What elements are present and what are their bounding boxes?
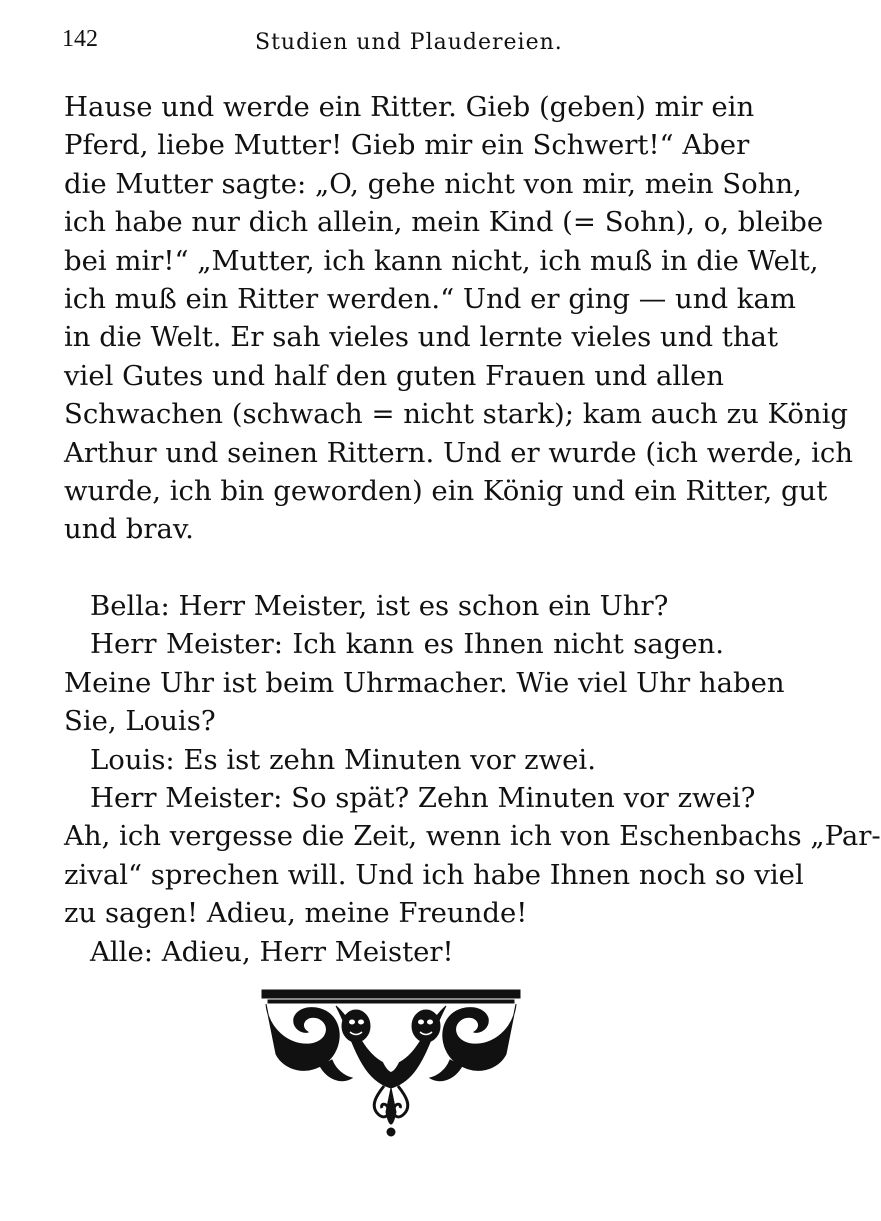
baroque-tailpiece-ornament-icon	[258, 988, 524, 1138]
text-line: viel Gutes und half den guten Frauen und allen	[64, 359, 724, 392]
dialogue-turn-louis	[64, 741, 724, 779]
dialogue-line: Sie, Louis?	[64, 705, 216, 738]
text-line: wurde, ich bin geworden) ein König und ein Ritter, gut	[64, 474, 828, 507]
text-line: ich habe nur dich allein, mein Kind (= Sohn), o, bleibe	[64, 206, 824, 239]
text-line: Arthur und seinen Rittern. Und er wurde (ich werde, ich	[64, 436, 853, 469]
ornament-left-mask	[342, 1010, 370, 1042]
dialogue-line: Alle: Adieu, Herr Meister!	[90, 935, 454, 968]
dialogue-line: Bella: Herr Meister, ist es schon ein Uhr?	[90, 590, 669, 623]
text-line: Pferd, liebe Mutter! Gieb mir ein Schwert!“ Aber	[64, 129, 750, 162]
running-head: Studien und Plaudereien.	[255, 30, 563, 55]
text-line: Schwachen (schwach = nicht stark); kam auch zu König	[64, 398, 849, 431]
ornament-right-leaf	[430, 1060, 462, 1081]
dialogue-line: zival“ sprechen will. Und ich habe Ihnen noch so viel	[64, 858, 804, 891]
ornament-left-leaf	[320, 1060, 352, 1081]
ornament-top-rule	[268, 1000, 514, 1003]
text-line: ich muß ein Ritter werden.“ Und er ging — und kam	[64, 282, 796, 315]
dialogue-turn-meister	[64, 779, 881, 933]
body-text	[64, 88, 881, 971]
dialogue-turn-bella	[64, 587, 724, 625]
ornament-pendant-bead	[387, 1128, 395, 1136]
dialogue-line: zu sagen! Adieu, meine Freunde!	[64, 897, 528, 930]
text-line: die Mutter sagte: „O, gehe nicht von mir, mein Sohn,	[64, 167, 802, 200]
text-line: und brav.	[64, 513, 194, 546]
page-number: 142	[62, 26, 98, 52]
dialogue-turn-alle	[64, 933, 724, 971]
paragraph-gap	[64, 549, 724, 587]
dialogue	[64, 587, 881, 971]
ornament-top-bar	[262, 990, 520, 998]
text-line: bei mir!“ „Mutter, ich kann nicht, ich muß in die Welt,	[64, 244, 819, 277]
ornament-pendant-drop	[386, 1088, 396, 1124]
narrative-paragraph	[64, 88, 853, 549]
dialogue-turn-meister	[64, 625, 785, 740]
dialogue-line: Meine Uhr ist beim Uhrmacher. Wie viel Uhr haben	[64, 666, 785, 699]
ornament-right-mask	[412, 1010, 440, 1042]
dialogue-line: Herr Meister: Ich kann es Ihnen nicht sagen.	[90, 628, 724, 661]
dialogue-line: Louis: Es ist zehn Minuten vor zwei.	[90, 743, 596, 776]
text-line: Hause und werde ein Ritter. Gieb (geben) mir ein	[64, 91, 755, 123]
text-line: in die Welt. Er sah vieles und lernte vieles und that	[64, 321, 779, 354]
dialogue-line: Ah, ich vergesse die Zeit, wenn ich von Eschenbachs „Par-	[64, 820, 881, 853]
dialogue-line: Herr Meister: So spät? Zehn Minuten vor zwei?	[90, 782, 756, 815]
